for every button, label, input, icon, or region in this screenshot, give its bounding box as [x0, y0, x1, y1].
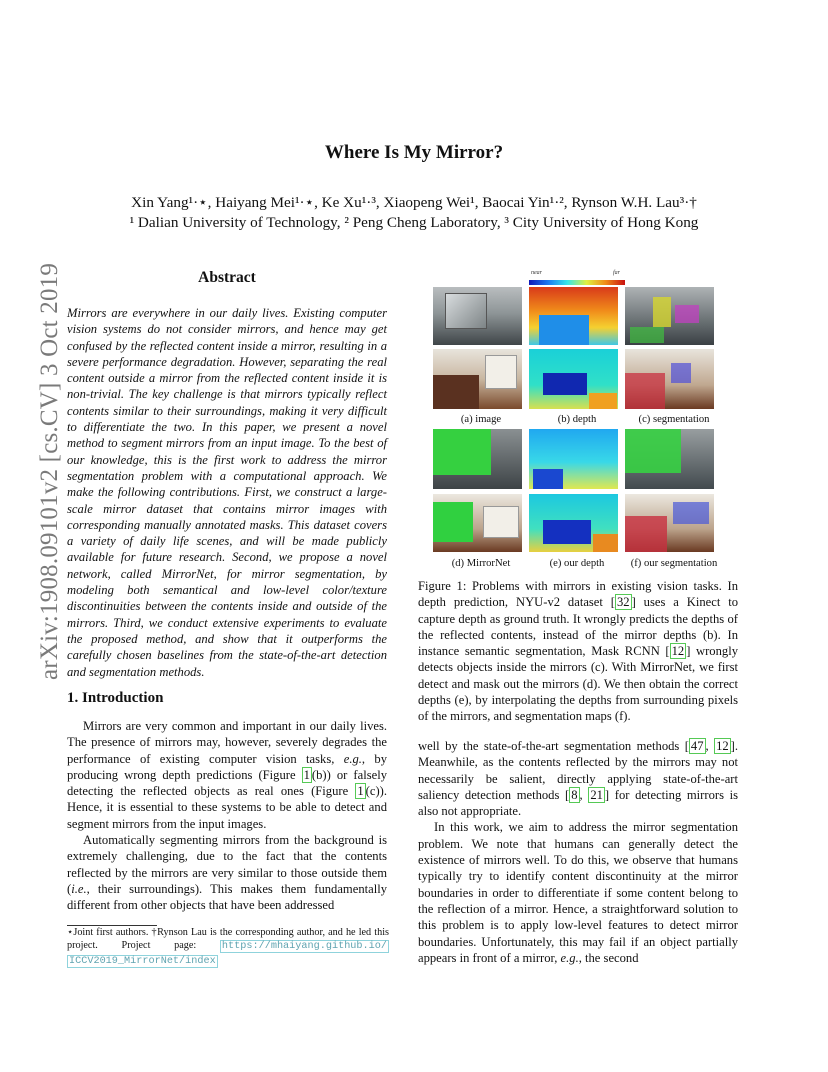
- our-depth-bathroom: [529, 429, 618, 489]
- figure-ref-link[interactable]: 1: [303, 767, 310, 782]
- right-paragraph-1: well by the state-of-the-art segmentation methods [ 47 , 12 ]. Meanwhile, as the contents reflected by the mirrors may not necessarily be salient, directly applying state-of-the-art saliency detection methods [ 8 , 21 ] for detecting mirrors is also not appropriate.: [418, 739, 739, 819]
- segmentation-bedroom: [625, 349, 714, 409]
- intro-text: [67, 718, 387, 914]
- subfig-label-e: (e) our depth: [549, 558, 605, 569]
- citation-link[interactable]: 12: [671, 644, 685, 659]
- segmentation-bathroom: [625, 287, 714, 345]
- intro-paragraph-1: Mirrors are very common and important in our daily lives. The presence of mirrors may, however, severely degrades the performance of existing computer vision tasks, e.g., by producing wrong depth predictions (Figure 1 (b)) or falsely detecting the reflected objects as real ones (Figure 1 (c)). Hence, it is essential to these systems to be able to detect and segment mirrors from the input images.: [67, 719, 388, 831]
- subfig-label-f: (f) our segmentation: [630, 558, 718, 569]
- mirrornet-bathroom: [433, 429, 522, 489]
- affiliations-line: ¹ Dalian University of Technology, ² Peng Cheng Laboratory, ³ City University of Hong Kong: [129, 214, 699, 231]
- citation-link[interactable]: 47: [690, 739, 704, 753]
- abstract-text: Mirrors are everywhere in our daily lives. Existing computer vision systems do not consider mirrors, and hence may get confused by the reflected content inside a mirror, resulting in a severe performance degradation. However, separating the real content outside a mirror from the reflected content inside it is non-trivial. The key challenge is that mirrors typically reflect contents similar to their surroundings, making it very difficult to differentiate the two. In this paper, we present a novel method to segment mirrors from an input image. To the best of our knowledge, this is the first work to address the mirror segmentation problem with a computational approach. We make the following contributions. First, we construct a large-scale mirror dataset that contains mirror images with corresponding manually annotated masks. This dataset covers a variety of daily life scenes, and will be made publicly available for future research. Second, we propose a novel network, called MirrorNet, for mirror segmentation, by modeling both semantical and low-level color/texture discontinuities between the contents inside and outside of the mirrors. Third, we conduct extensive experiments to evaluate the proposed method, and show that it outperforms the carefully chosen baselines from the state-of-the-art detection and segmentation methods.: [67, 306, 387, 679]
- authors-line: Xin Yang¹·⋆, Haiyang Mei¹·⋆, Ke Xu¹·³, Xiaopeng Wei¹, Baocai Yin¹·², Rynson W.H. Lau³·†: [131, 194, 697, 211]
- mirrornet-bedroom: [433, 494, 522, 552]
- subfig-label-a: (a) image: [460, 414, 502, 425]
- colorbar-near-label: near: [531, 270, 542, 276]
- subfig-label-d: (d) MirrorNet: [451, 558, 511, 569]
- citation-link[interactable]: 21: [590, 787, 603, 802]
- footnote: ⋆Joint first authors. †Rynson Lau is the corresponding author, and he led this project. Project page: https://mhaiyang.github.io/ ICCV2019_MirrorNet/index: [67, 927, 389, 967]
- depth-bathroom: [529, 287, 618, 345]
- our-segmentation-bathroom: [625, 429, 714, 489]
- our-depth-bedroom: [529, 494, 618, 552]
- citation-link[interactable]: 32: [617, 595, 630, 610]
- project-page-link[interactable]: https://mhaiyang.github.io/: [221, 941, 387, 953]
- image-bedroom: [433, 349, 522, 409]
- section-heading-introduction: 1. Introduction: [67, 690, 164, 706]
- figure-caption: Figure 1: Problems with mirrors in existing vision tasks. In depth prediction, NYU-v2 dataset [ 32 ] uses a Kinect to capture depth as ground truth. It wrongly predicts the depths of the reflected contents, instead of the mirror depths (b). In instance semantic segmentation, Mask RCNN [ 12 ] wrongly detects objects inside the mirrors (c). With MirrorNet, we first detect and mask out the mirrors (d). We then obtain the correct depths (e), by interpolating the depths from surrounding pixels of the mirrors, and segmentation maps (f).: [418, 579, 739, 724]
- project-page-link-cont[interactable]: ICCV2019_MirrorNet/index: [69, 955, 216, 967]
- abstract-heading: Abstract: [198, 269, 256, 286]
- subfig-label-b: (b) depth: [557, 414, 597, 425]
- colorbar-far-label: far: [613, 270, 621, 276]
- citation-link[interactable]: 12: [716, 739, 729, 753]
- figure-ref-link[interactable]: 1: [357, 784, 364, 799]
- depth-colorbar: [529, 280, 625, 285]
- image-bathroom: [433, 287, 522, 345]
- paper-title: Where Is My Mirror?: [324, 142, 504, 163]
- right-paragraph-2: In this work, we aim to address the mirror segmentation problem. We note that humans can generally detect the existence of mirrors well. To do this, we observe that humans typically try to identify content discontinuity at the mirror boundaries in order to differentiate if some content belong to the reflection of a mirror. Hence, a straightforward solution to this problem is to apply low-level features to detect mirror boundaries. Unfortunately, this may fail if an object partially appears in front of a mirror, e.g., the second: [418, 820, 738, 965]
- depth-bedroom: [529, 349, 618, 409]
- citation-link[interactable]: 8: [571, 787, 578, 802]
- subfig-label-c: (c) segmentation: [638, 414, 710, 425]
- arxiv-stamp: arXiv:1908.09101v2 [cs.CV] 3 Oct 2019: [36, 262, 63, 680]
- author-block: [0, 193, 828, 233]
- intro-paragraph-2: Automatically segmenting mirrors from the background is extremely challenging, due to the fact that the contents reflected by the mirrors are very similar to those outside them (i.e., their surroundings). This makes them fundamentally different from other objects that have been addressed: [67, 833, 387, 913]
- right-column-text: [418, 738, 738, 966]
- our-segmentation-bedroom: [625, 494, 714, 552]
